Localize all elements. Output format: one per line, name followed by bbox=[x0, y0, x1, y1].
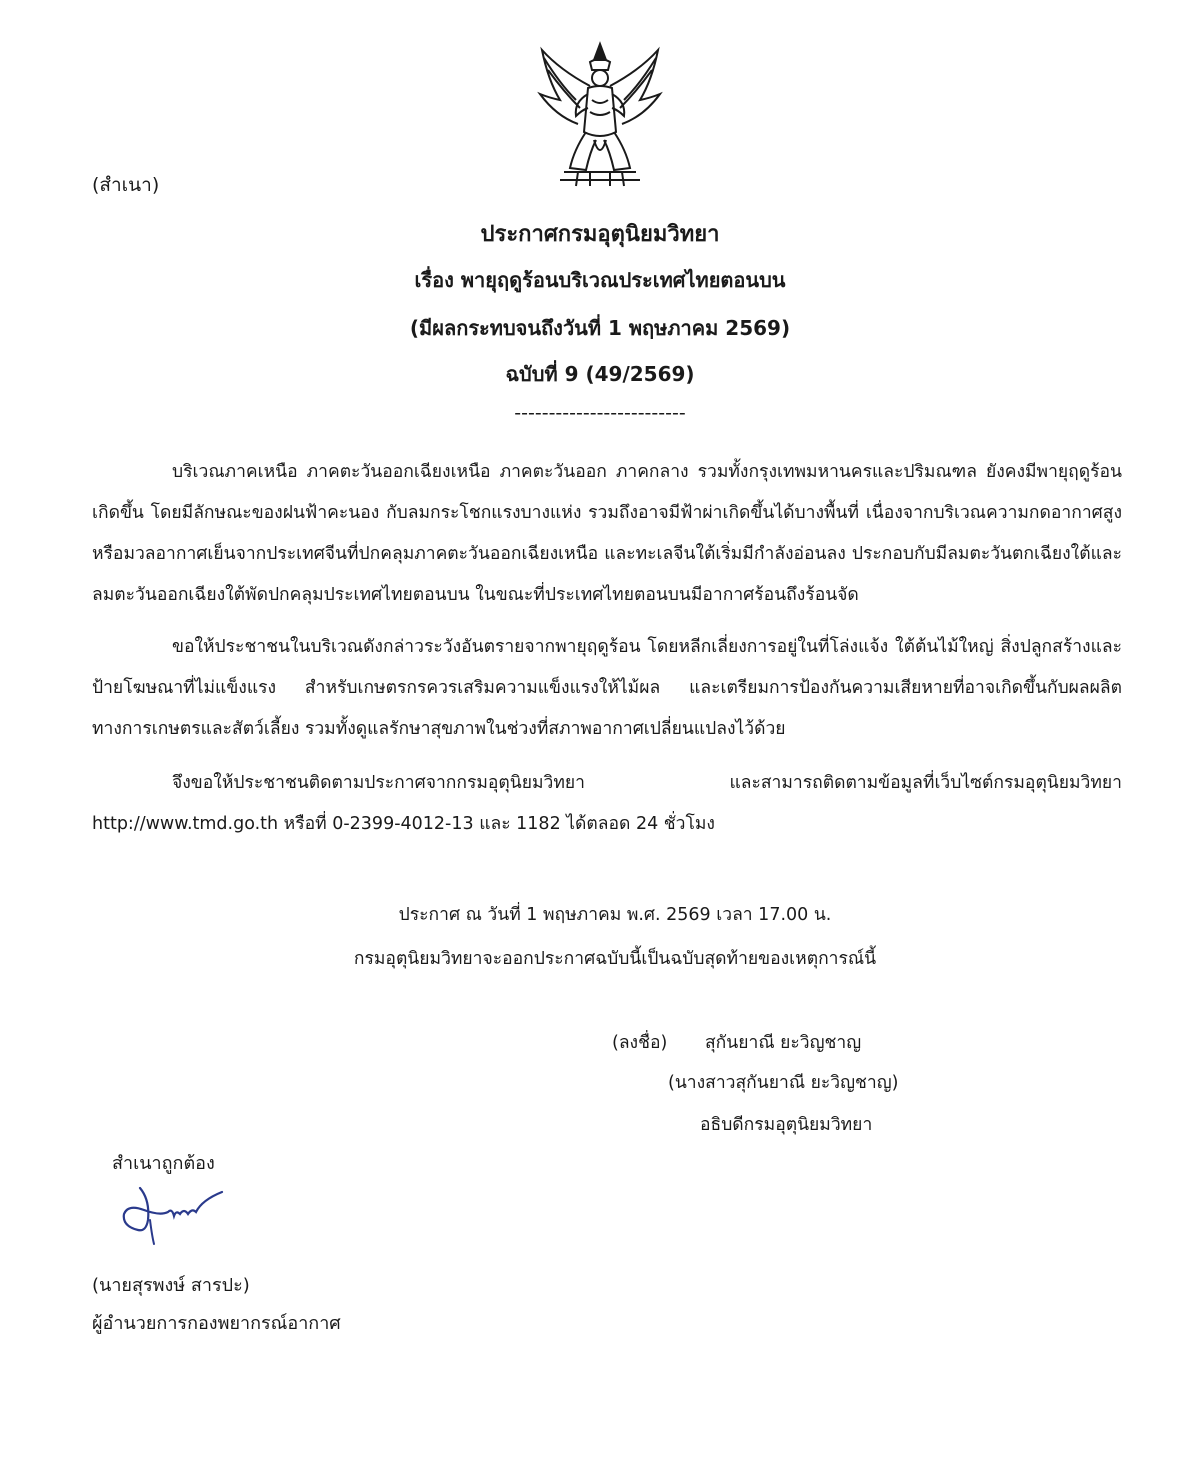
body-paragraph-2: ขอให้ประชาชนในบริเวณดังกล่าวระวังอันตรายจากพายุฤดูร้อน โดยหลีกเลี่ยงการอยู่ในที่โล่งแจ้ง ใต้ต้นไม้ใหญ่ สิ่งปลูกสร้างและป้ายโฆษณาที่ไม่แข็งแรง สำหรับเกษตรกรควรเสริมความแข็งแรงให้ไม้ผล และเตรียมการป้องกันความเสียหายที่อาจเกิดขึ้นกับผลผลิตทางการเกษตรและสัตว์เลี้ยง รวมทั้งดูแลรักษาสุขภาพในช่วงที่สภาพอากาศเปลี่ยนแปลงไว้ด้วย bbox=[92, 637, 1122, 739]
certifier-position: ผู้อำนวยการกองพยากรณ์อากาศ bbox=[92, 1313, 341, 1334]
garuda-emblem-icon bbox=[530, 40, 670, 190]
signatory-name: สุกันยาณี ยะวิญชาญ bbox=[705, 1033, 862, 1053]
body-paragraph-3: จึงขอให้ประชาชนติดตามประกาศจากกรมอุตุนิยมวิทยา และสามารถติดตามข้อมูลที่เว็บไซต์กรมอุตุนิยมวิทยา http://www.tmd.go.th หรือที่ 0-2399-4012-13 และ 1182 ได้ตลอด 24 ชั่วโมง bbox=[92, 773, 1122, 834]
issue-number: ฉบับที่ 9 (49/2569) bbox=[505, 362, 695, 386]
effect-period: (มีผลกระทบจนถึงวันที่ 1 พฤษภาคม 2569) bbox=[409, 316, 791, 340]
signatory-full-name: (นางสาวสุกันยาณี ยะวิญชาญ) bbox=[668, 1073, 899, 1093]
divider-line: ------------------------- bbox=[514, 402, 686, 424]
final-notice: กรมอุตุนิยมวิทยาจะออกประกาศฉบับนี้เป็นฉบับสุดท้ายของเหตุการณ์นี้ bbox=[353, 949, 877, 969]
announcement-title: ประกาศกรมอุตุนิยมวิทยา bbox=[480, 222, 720, 247]
body-paragraph-1: บริเวณภาคเหนือ ภาคตะวันออกเฉียงเหนือ ภาคตะวันออก ภาคกลาง รวมทั้งกรุงเทพมหานครและปริมณฑล ยังคงมีพายุฤดูร้อนเกิดขึ้น โดยมีลักษณะของฝนฟ้าคะนอง กับลมกระโชกแรงบางแห่ง รวมถึงอาจมีฟ้าผ่าเกิดขึ้นได้บางพื้นที่ เนื่องจากบริเวณความกดอากาศสูงหรือมวลอากาศเย็นจากประเทศจีนที่ปกคลุมภาคตะวันออกเฉียงเหนือ และทะเลจีนใต้เริ่มมีกำลังอ่อนลง ประกอบกับมีลมตะวันตกเฉียงใต้และลมตะวันออกเฉียงใต้พัดปกคลุมประเทศไทยตอนบน ในขณะที่ประเทศไทยตอนบนมีอากาศร้อนถึงร้อนจัด bbox=[92, 462, 1122, 605]
signature-label: (ลงชื่อ) bbox=[612, 1033, 668, 1053]
certified-copy-label: สำเนาถูกต้อง bbox=[112, 1153, 215, 1174]
copy-mark: (สำเนา) bbox=[92, 174, 160, 196]
announcement-subject: เรื่อง พายุฤดูร้อนบริเวณประเทศไทยตอนบน bbox=[414, 268, 786, 292]
certifier-name: (นายสุรพงษ์ สารปะ) bbox=[92, 1275, 250, 1296]
signatory-position: อธิบดีกรมอุตุนิยมวิทยา bbox=[700, 1115, 873, 1135]
issued-date: ประกาศ ณ วันที่ 1 พฤษภาคม พ.ศ. 2569 เวลา 17.00 น. bbox=[398, 905, 832, 925]
handwritten-signature-icon bbox=[110, 1180, 235, 1250]
